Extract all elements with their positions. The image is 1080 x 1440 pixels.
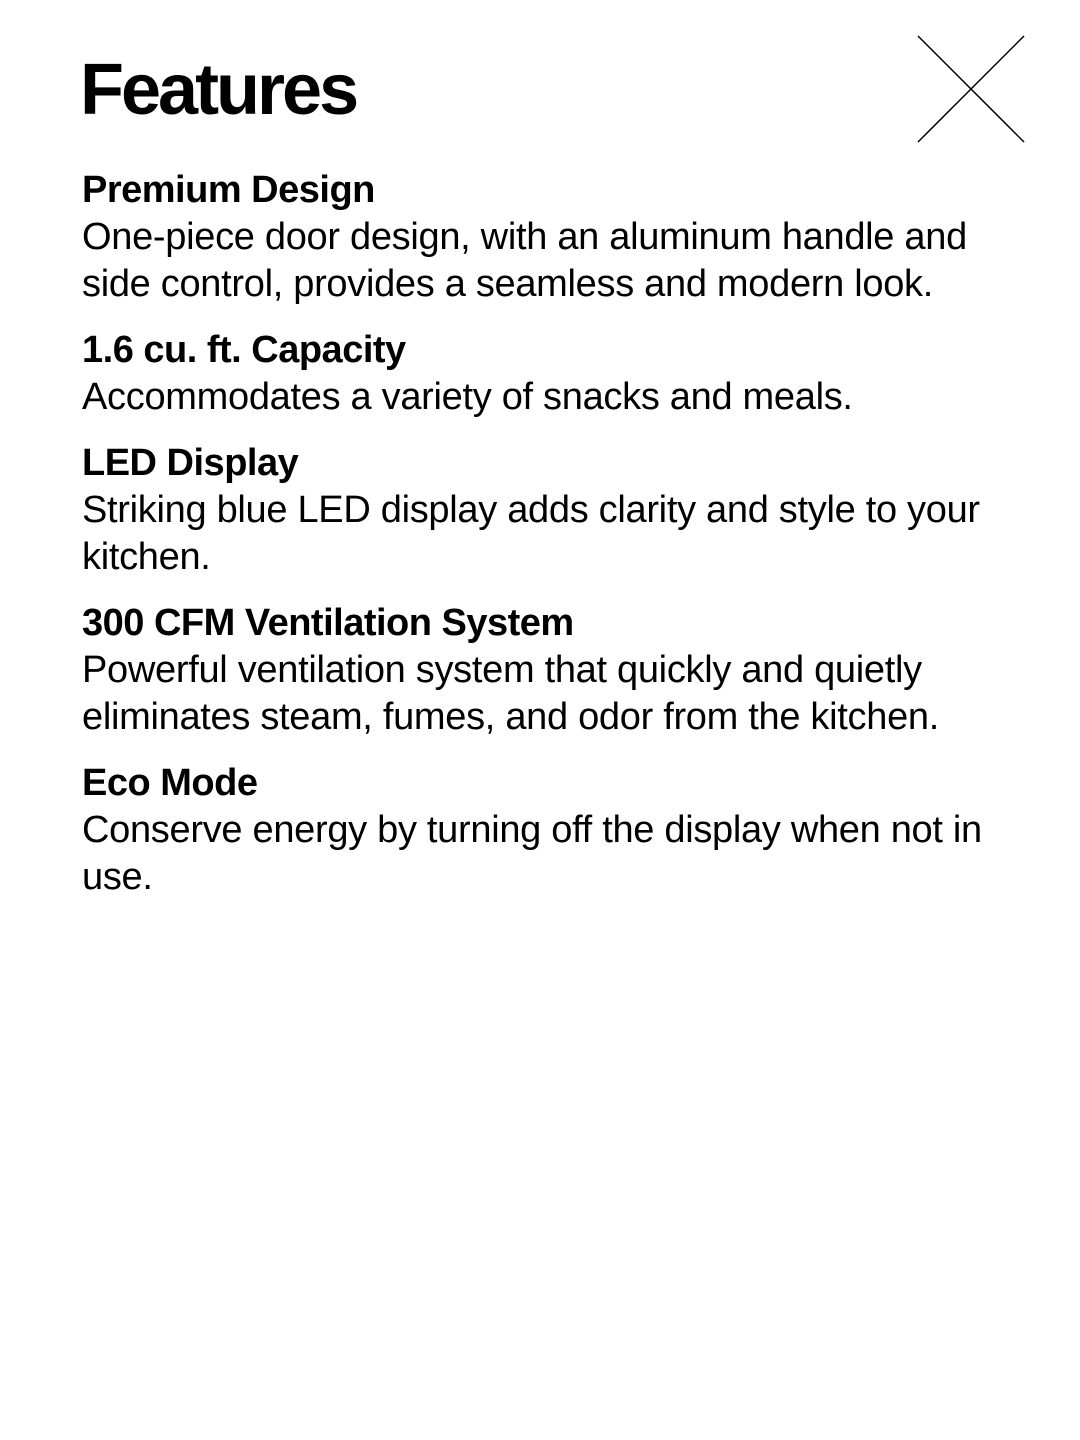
feature-ventilation-system (82, 599, 1002, 741)
feature-description: Powerful ventilation system that quickly and quietly eliminates steam, fumes, and odor from the kitchen. (82, 649, 939, 738)
feature-title: LED Display (82, 442, 299, 484)
feature-description: Accommodates a variety of snacks and meals. (82, 376, 853, 418)
feature-title: 300 CFM Ventilation System (82, 602, 574, 644)
feature-description: Striking blue LED display adds clarity and style to your kitchen. (82, 489, 980, 578)
page-title: Features (80, 50, 357, 130)
close-icon (916, 34, 1026, 144)
feature-led-display (82, 439, 1002, 581)
feature-title: 1.6 cu. ft. Capacity (82, 329, 406, 371)
feature-capacity (82, 326, 1002, 421)
features-list (82, 166, 1002, 919)
feature-eco-mode (82, 759, 1002, 901)
feature-description: One-piece door design, with an aluminum handle and side control, provides a seamless and modern look. (82, 216, 967, 305)
feature-premium-design (82, 166, 1002, 308)
close-button[interactable] (916, 34, 1026, 144)
feature-description: Conserve energy by turning off the display when not in use. (82, 809, 982, 898)
feature-title: Eco Mode (82, 762, 258, 804)
feature-title: Premium Design (82, 169, 375, 211)
